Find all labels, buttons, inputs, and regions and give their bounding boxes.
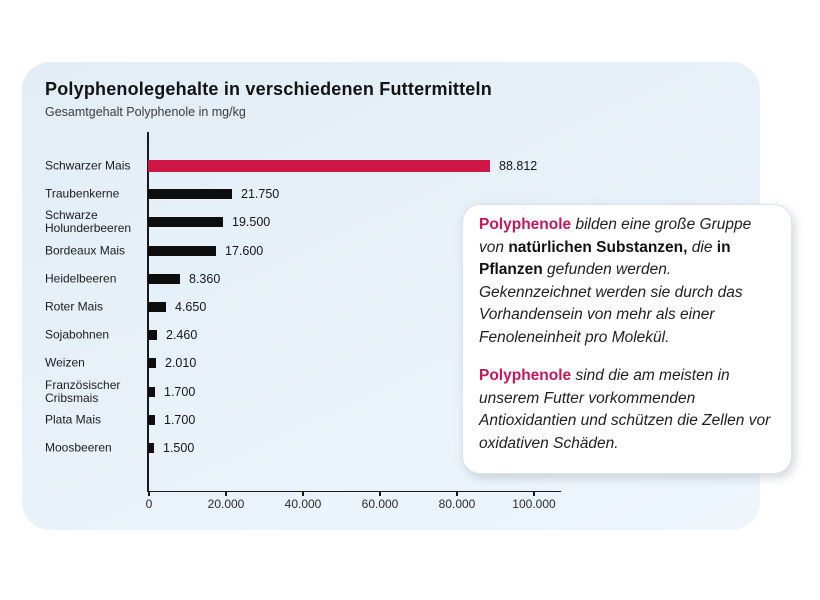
y-axis-line <box>147 132 149 491</box>
chart-title: Polyphenolegehalte in verschiedenen Futtermitteln <box>45 79 492 99</box>
value-label: 2.010 <box>165 356 197 371</box>
value-label: 1.500 <box>163 441 195 455</box>
text-segment-italic: bilden eine große Gruppe von <box>479 216 752 256</box>
info-paragraph <box>479 365 775 455</box>
category-label: Plata Mais <box>45 412 102 427</box>
category-label: Bordeaux Mais <box>45 243 126 258</box>
text-segment-italic: gefunden werden. Gekennzeichnet werden sie durch das Vorhandensein von mehr als einer Fenoleneinheit pro Molekül. <box>479 261 743 346</box>
category-label: Heidelbeeren <box>45 271 117 286</box>
x-axis-line <box>147 491 561 493</box>
chart-subtitle: Gesamtgehalt Polyphenole in mg/kg <box>45 105 246 119</box>
text-segment-accent: Polyphenole <box>479 216 572 233</box>
x-tick-label: 80.000 <box>438 497 476 511</box>
text-segment-italic: die <box>687 238 717 256</box>
value-label: 88.812 <box>499 159 538 173</box>
category-label: Schwarze Holunderbeeren <box>45 208 132 236</box>
x-tick-label: 100.000 <box>512 497 556 511</box>
value-label: 2.460 <box>166 328 198 343</box>
value-label: 8.360 <box>189 271 221 286</box>
info-callout-box <box>462 204 792 474</box>
text-segment-accent: Polyphenole <box>479 367 572 384</box>
value-label: 1.700 <box>164 384 196 399</box>
value-label: 21.750 <box>241 187 280 202</box>
category-label: Französischer Cribsmais <box>45 377 121 405</box>
text-segment-bold: natürlichen Substanzen, <box>508 238 688 256</box>
text-segment-italic: sind die am meisten in unserem Futter vorkommenden Antioxidantien und schützen die Zellen vor oxidativen Schäden. <box>479 367 771 452</box>
info-paragraph <box>479 214 775 349</box>
category-label: Weizen <box>45 355 85 370</box>
category-label: Schwarzer Mais <box>45 158 131 173</box>
category-label: Traubenkerne <box>45 186 120 201</box>
value-label: 19.500 <box>232 215 271 230</box>
x-tick-label: 60.000 <box>361 497 399 511</box>
value-label: 17.600 <box>225 243 264 258</box>
category-label: Moosbeeren <box>45 440 112 455</box>
x-tick-label: 40.000 <box>284 497 322 511</box>
category-label: Sojabohnen <box>45 327 110 342</box>
x-tick-label: 20.000 <box>207 497 245 511</box>
value-label: 1.700 <box>164 412 196 427</box>
x-tick-label: 0 <box>145 497 153 511</box>
category-label: Roter Mais <box>45 299 104 314</box>
text-segment-bold: in Pflanzen <box>479 238 731 278</box>
value-label: 4.650 <box>175 300 207 314</box>
